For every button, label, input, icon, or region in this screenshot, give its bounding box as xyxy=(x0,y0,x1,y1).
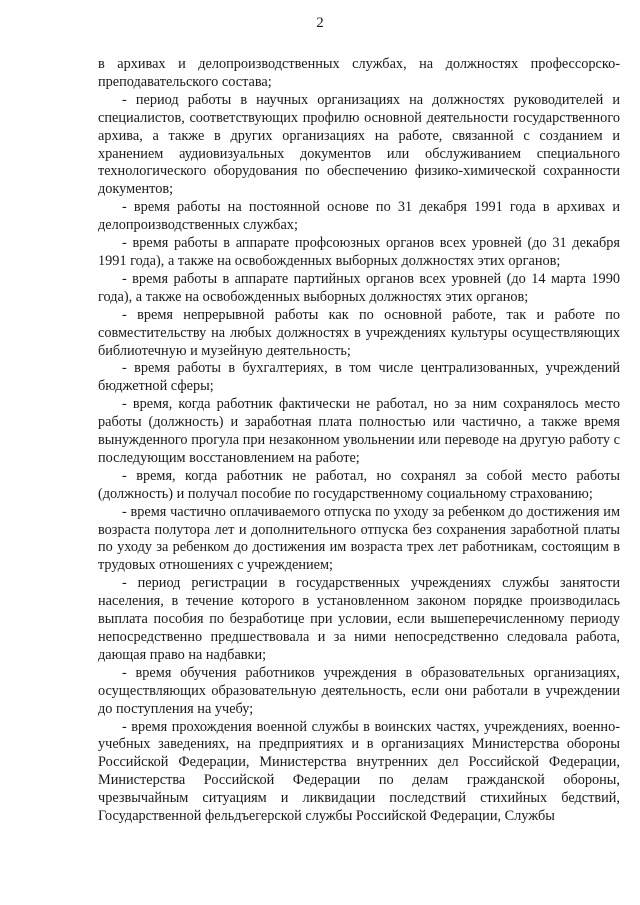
list-item: - время работы в аппарате профсоюзных органов всех уровней (до 31 декабря 1991 года), а также на освобожденных выборных должностях этих органов; xyxy=(98,235,620,269)
list-item: - время непрерывной работы как по основной работе, так и работе по совместительству на любых должностях в учреждениях культуры осуществляющих библиотечную и музейную деятельность; xyxy=(98,306,620,359)
page-number: 2 xyxy=(316,15,324,31)
list-item: - период работы в научных организациях на должностях руководителей и специалистов, соответствующих профилю основной деятельности государственного архива, а также в других организациях на работе, связанной с созданием и хранением аудиовизуальных документов или обслуживанием специального технологического оборудования по обеспечению физико-химической сохранности документов; xyxy=(98,91,620,198)
list-item: - время работы на постоянной основе по 31 декабря 1991 года в архивах и делопроизводственных службах; xyxy=(98,199,620,234)
list-item: - время, когда работник фактически не работал, но за ним сохранялось место работы (должность) и заработная плата полностью или частично, а также время вынужденного прогула при незаконном увольнении или переводе на другую работу с последующим восстановлением на работе; xyxy=(98,396,620,466)
document-body xyxy=(98,56,620,826)
list-item: - период регистрации в государственных учреждениях службы занятости населения, в течение которого в установленном законом порядке производилась выплата пособия по безработице при условии, если вышеперечисленному периоду непосредственно предшествовала и за ними непосредственно следовала работа, дающая право на надбавки; xyxy=(98,575,620,663)
list-item: - время обучения работников учреждения в образовательных организациях, осуществляющих образовательную деятельность, если они работали в учреждении до поступления на учебу; xyxy=(98,664,620,717)
list-item: - время работы в бухгалтериях, в том числе централизованных, учреждений бюджетной сферы; xyxy=(98,360,620,395)
list-item: - время работы в аппарате партийных органов всех уровней (до 14 марта 1990 года), а также на освобожденных выборных должностях этих органов; xyxy=(98,270,620,305)
list-item: - время частично оплачиваемого отпуска по уходу за ребенком до достижения им возраста полутора лет и дополнительного отпуска без сохранения заработной платы по уходу за ребенком до достижения им возраста трех лет работникам, состоящим в трудовых отношениях с учреждением; xyxy=(98,503,620,574)
paragraph-continuation: в архивах и делопроизводственных службах, на должностях профессорско-преподавательского состава; xyxy=(98,56,620,90)
list-item: - время прохождения военной службы в воинских частях, учреждениях, военно-учебных заведениях, на предприятиях и в организациях Министерства обороны Российской Федерации, Министерства внутренних дел Российской Федерации, Министерства Российской Федерации по делам гражданской обороны, чрезвычайным ситуациям и ликвидации последствий стихийных бедствий, Государственной фельдъегерской службы Российской Федерации, Службы xyxy=(98,718,620,825)
list-item: - время, когда работник не работал, но сохранял за собой место работы (должность) и получал пособие по государственному социальному страхованию; xyxy=(98,467,620,502)
